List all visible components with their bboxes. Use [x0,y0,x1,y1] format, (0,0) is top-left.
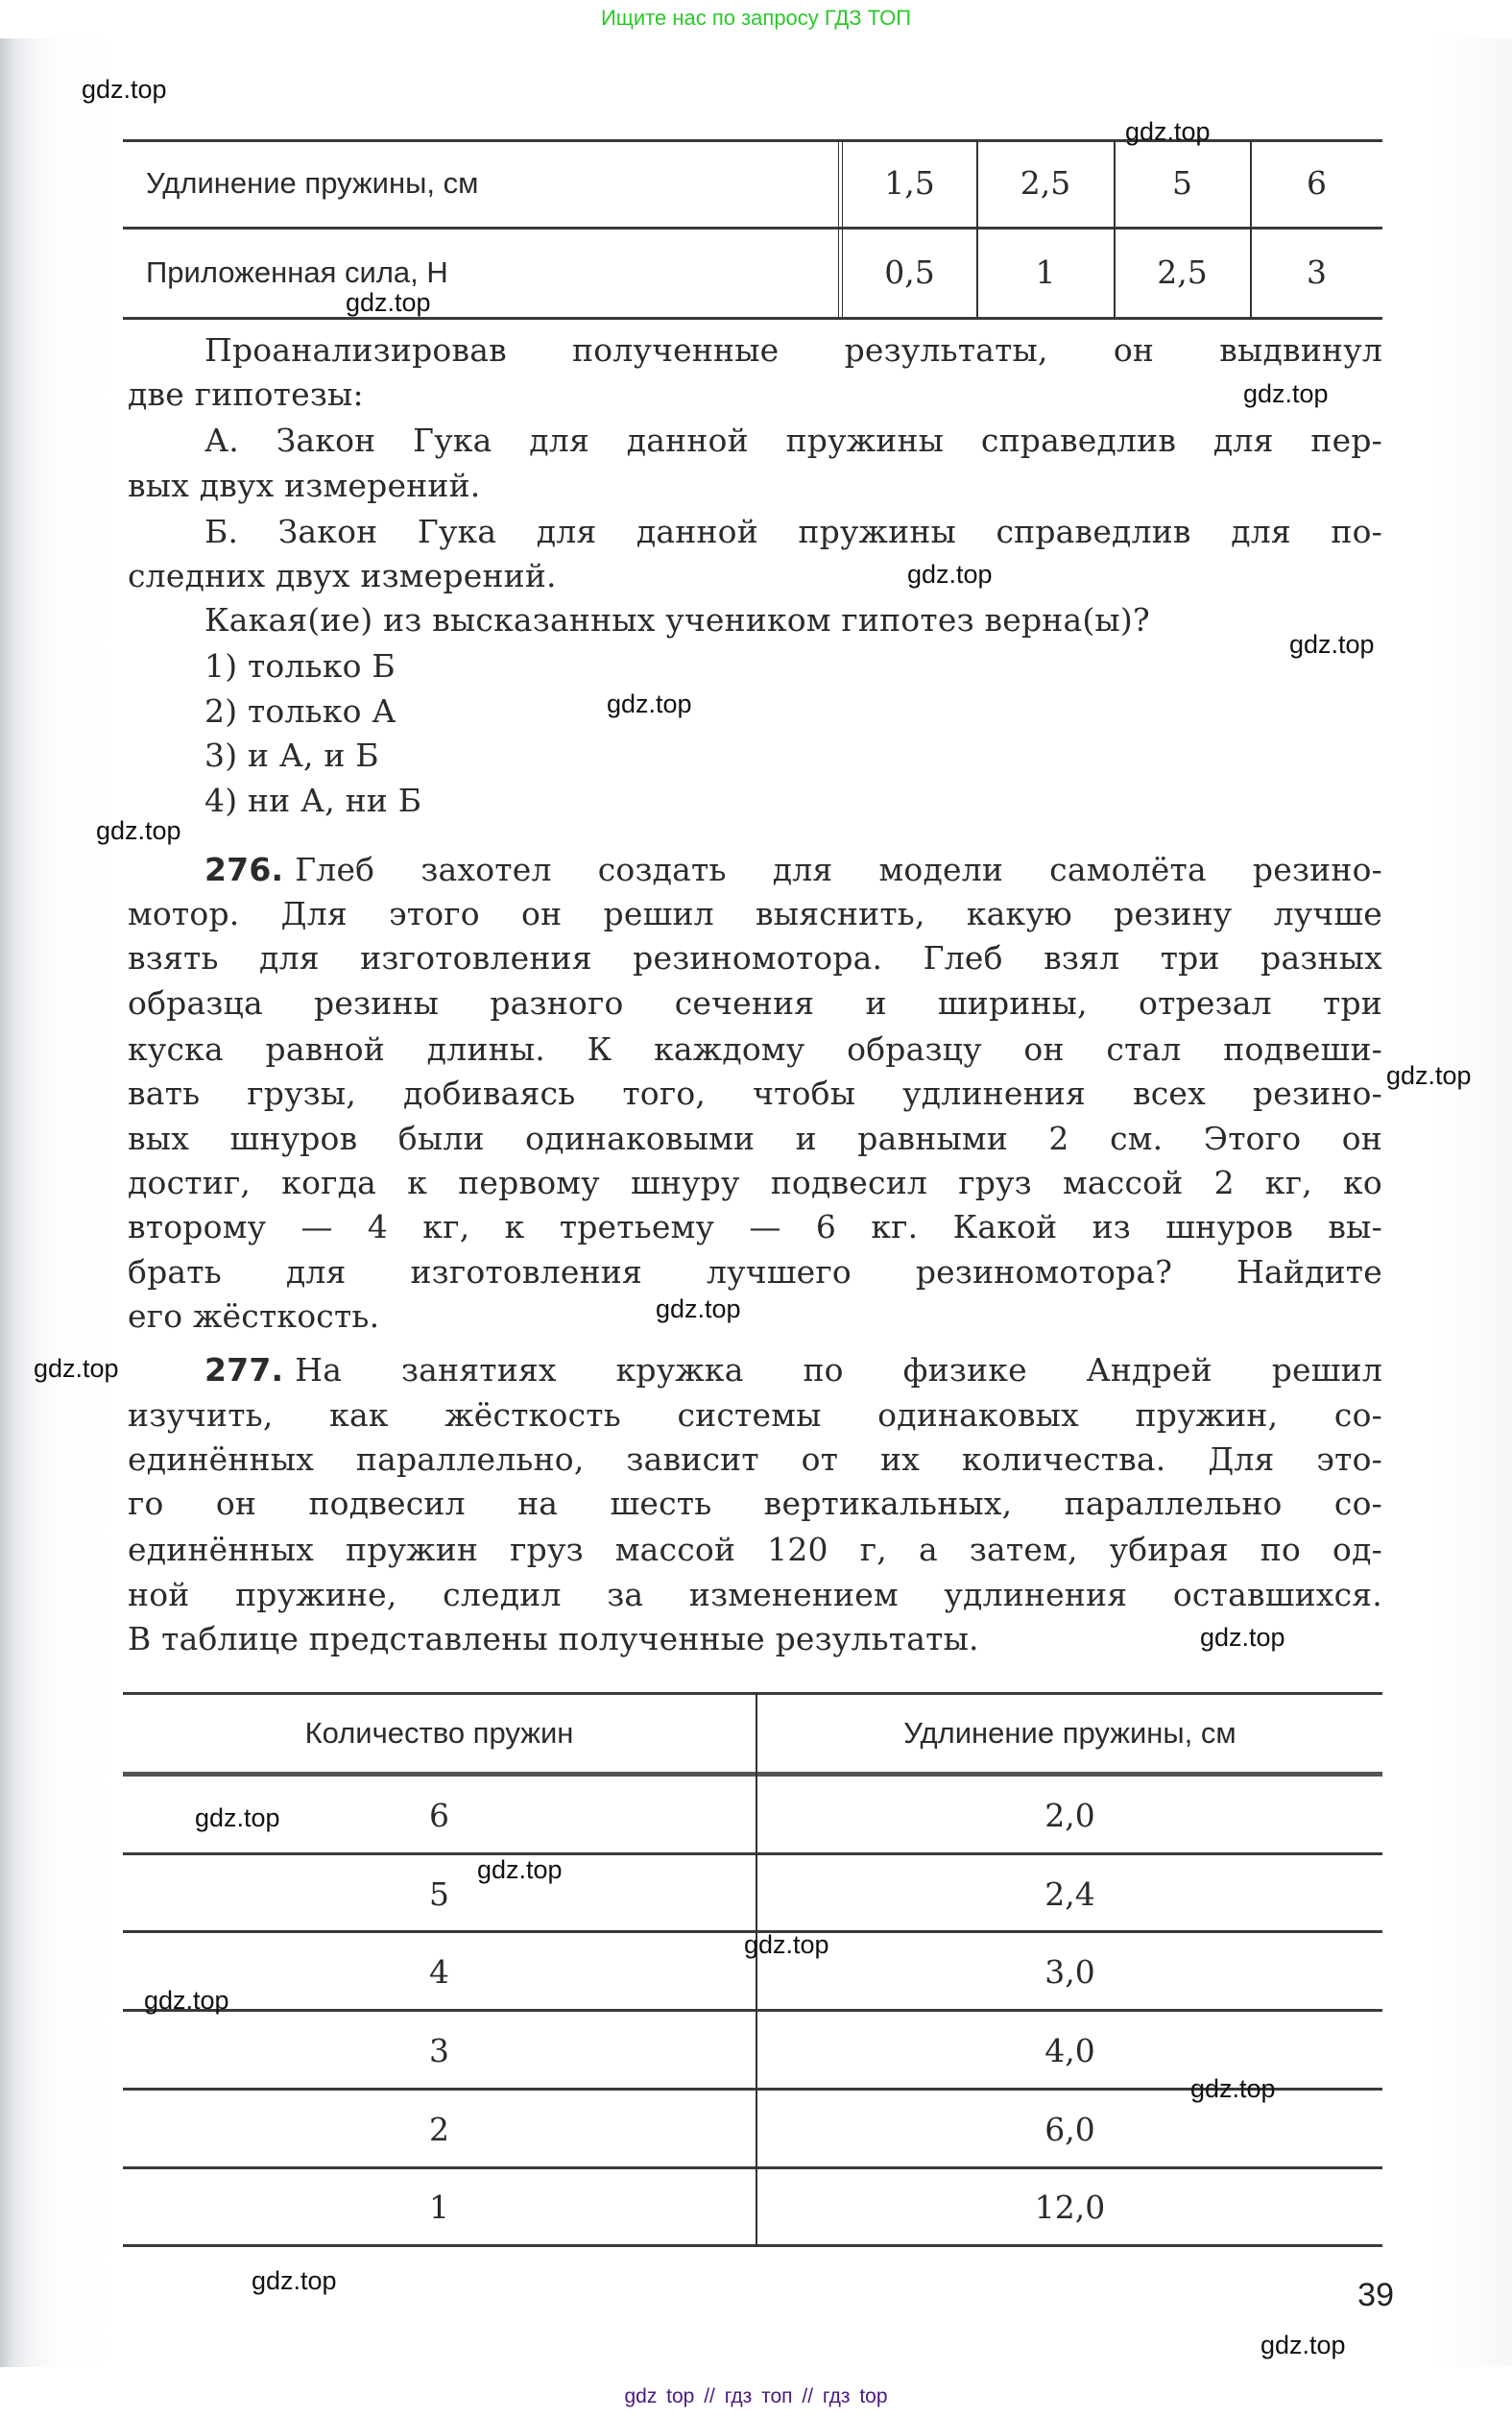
table-rule [123,317,1382,320]
footer-links: gdz top // гдз топ // гдз top [624,2385,888,2407]
table-cell: 2,5 [1157,254,1208,291]
paragraph-line: изучить, как жёсткость системы одинаковых пружин, со- [128,1396,1382,1434]
answer-option-1: 1) только Б [204,647,396,685]
paragraph-line: На занятиях кружка по физике Андрей решил [295,1351,1382,1389]
watermark: gdz.top [907,560,993,589]
watermark: gdz.top [607,689,692,718]
watermark: gdz.top [1200,1623,1285,1652]
watermark: gdz.top [82,75,167,104]
watermark: gdz.top [252,2266,337,2295]
table-cell: 2 [429,2111,449,2148]
watermark: gdz.top [477,1855,563,1884]
watermark: gdz.top [1260,2331,1346,2359]
table-cell: 6,0 [1044,2111,1095,2148]
watermark: gdz.top [96,816,181,845]
table-cell: 1 [1035,254,1056,291]
paragraph-line: ной пружине, следил за изменением удлинения оставшихся. [128,1576,1382,1613]
answer-option-4: 4) ни А, ни Б [204,782,422,819]
paragraph-line: го он подвесил на шесть вертикальных, параллельно со- [128,1485,1382,1522]
watermark: gdz.top [346,288,431,317]
table-cell: 4 [429,1953,449,1991]
watermark: gdz.top [144,1986,229,2015]
table-cell: 1,5 [884,164,935,202]
task-277-first-line [204,1348,1382,1392]
table-cell: 1 [429,2188,449,2226]
spring-force-table [123,139,1382,319]
watermark: gdz.top [1190,2074,1276,2103]
paragraph-line: брать для изготовления лучшего резиномотора? Найдите [128,1253,1382,1291]
paragraph-line: куска равной длины. К каждому образцу он стал подвеши- [128,1030,1382,1068]
paragraph-line: Проанализировав полученные результаты, он выдвинул [204,331,1382,369]
watermark: gdz.top [195,1803,280,1832]
paragraph-line: единённых пружин груз массой 120 г, а затем, убирая по од- [128,1531,1382,1568]
paragraph-line: вых двух измерений. [128,467,481,504]
page-number: 39 [1357,2277,1394,2313]
table-cell: 3 [1307,254,1327,291]
answer-option-3: 3) и А, и Б [204,737,379,774]
table-cell: 6 [1307,164,1327,202]
paragraph-line: В таблице представлены полученные результаты. [128,1620,979,1657]
question-line: Какая(ие) из высказанных учеником гипотез верна(ы)? [204,601,1150,639]
task-number-276: 276. [204,851,284,888]
table-cell: 2,5 [1020,164,1071,202]
table-cell: 0,5 [884,254,935,291]
column-header-elongation: Удлинение пружины, см [903,1716,1236,1750]
watermark: gdz.top [1289,630,1375,659]
paragraph-line: образца резины разного сечения и ширины, отрезал три [128,984,1382,1022]
paragraph-line: вать грузы, добиваясь того, чтобы удлинения всех резино- [128,1075,1382,1112]
task-number-277: 277. [204,1351,284,1389]
paragraph-line: достиг, когда к первому шнуру подвесил груз массой 2 кг, ко [128,1164,1382,1201]
hypothesis-a: А. Закон Гука для данной пружины справедлив для пер- [204,422,1382,459]
task-276-first-line [204,848,1382,892]
column-header-count: Количество пружин [304,1716,574,1750]
table-cell: 3 [429,2032,449,2069]
answer-option-2: 2) только А [204,692,396,730]
paragraph-line: две гипотезы: [128,375,364,413]
search-banner: Ищите нас по запросу ГДЗ ТОП [600,6,912,30]
table-cell: 5 [1172,164,1192,202]
table-cell: 3,0 [1044,1953,1095,1991]
paragraph-line: второму — 4 кг, к третьему — 6 кг. Какой из шнуров вы- [128,1208,1382,1245]
watermark: gdz.top [1243,379,1329,408]
paragraph-line: следних двух измерений. [128,557,557,594]
watermark: gdz.top [34,1354,119,1383]
paragraph-line: Глеб захотел создать для модели самолёта резино- [295,851,1382,888]
table-cell: 5 [429,1875,449,1913]
table-cell: 2,0 [1044,1797,1095,1834]
watermark: gdz.top [744,1930,829,1959]
watermark: gdz.top [1125,117,1211,146]
paragraph-line: мотор. Для этого он решил выяснить, какую резину лучше [128,895,1382,932]
row-label-force: Приложенная сила, Н [146,255,448,289]
watermark: gdz.top [656,1294,741,1323]
row-label-elongation: Удлинение пружины, см [146,166,479,200]
paragraph-line: взять для изготовления резиномотора. Глеб взял три разных [128,939,1382,977]
paragraph-line: вых шнуров были одинаковыми и равными 2 см. Этого он [128,1120,1382,1157]
table-cell: 2,4 [1044,1875,1095,1913]
hypothesis-b: Б. Закон Гука для данной пружины справедлив для по- [204,513,1382,550]
watermark: gdz.top [1386,1061,1472,1090]
paragraph-line: единённых параллельно, зависит от их количества. Для это- [128,1440,1382,1478]
paragraph-line: его жёсткость. [128,1297,380,1335]
table-cell: 12,0 [1034,2188,1106,2226]
table-cell: 4,0 [1044,2032,1095,2069]
springs-elongation-table [123,1692,1382,2247]
table-cell: 6 [429,1797,449,1834]
